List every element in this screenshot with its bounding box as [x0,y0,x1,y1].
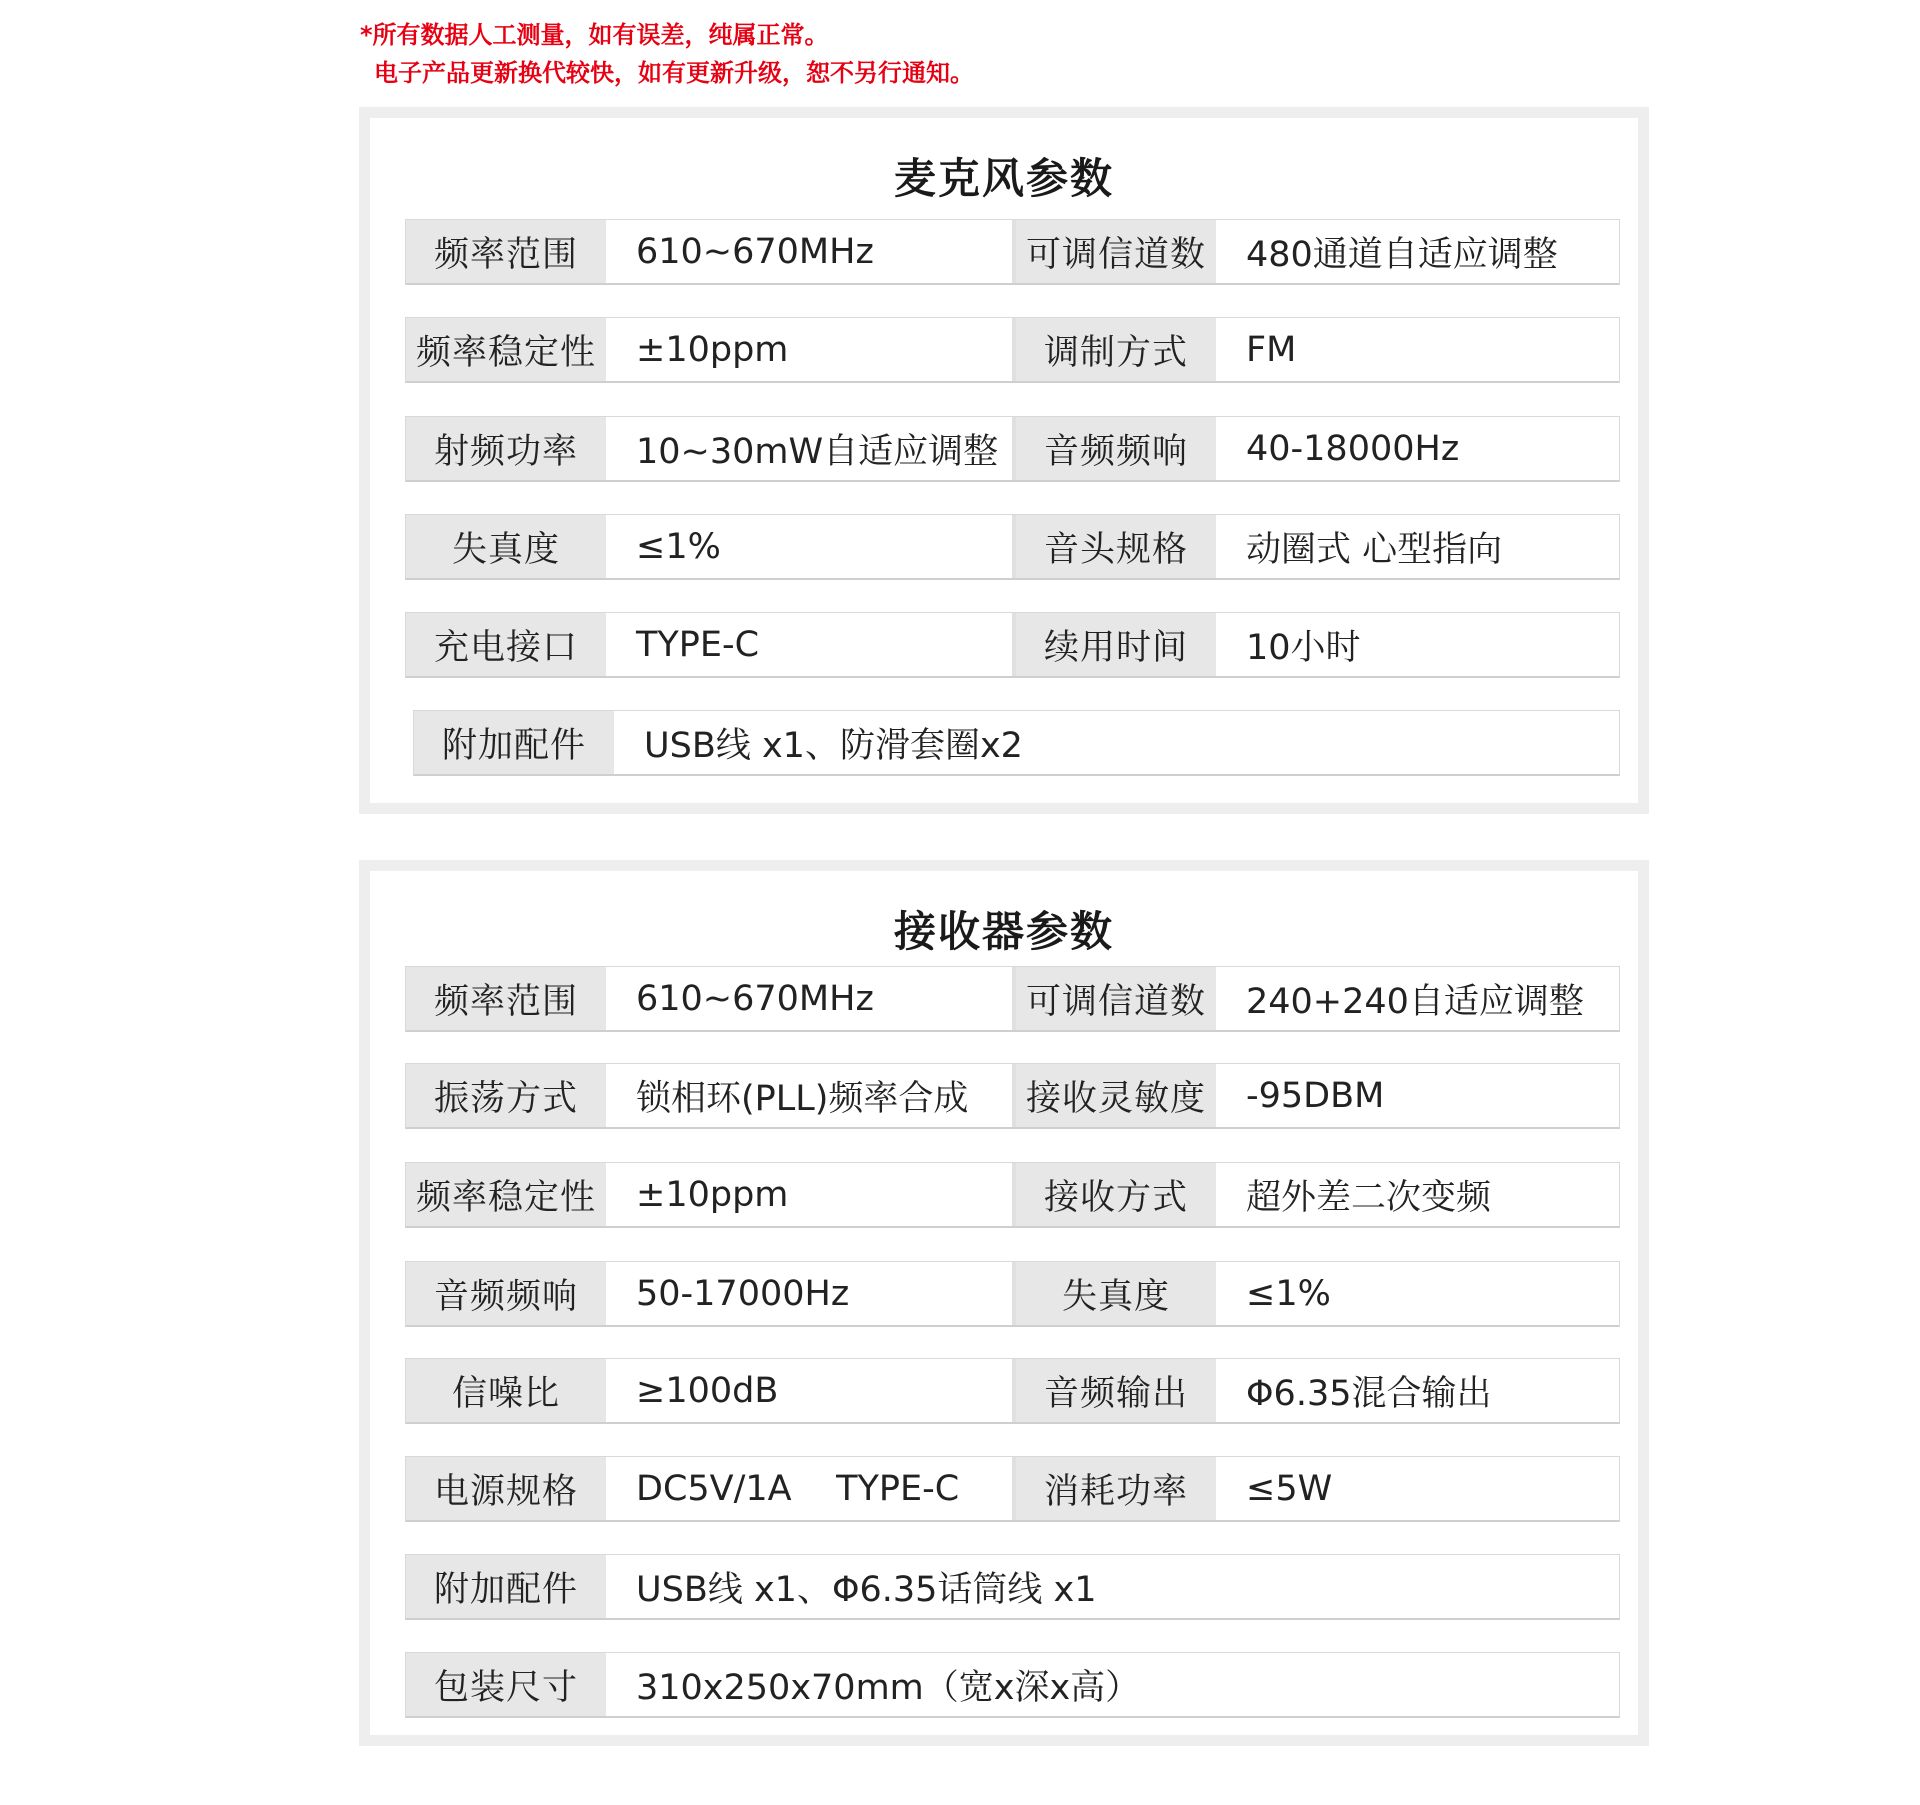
spec-label: 包装尺寸 [406,1653,606,1716]
spec-label: 音频频响 [1016,417,1216,480]
spec-value: ≤5W [1246,1468,1333,1509]
spec-value: Φ6.35混合输出 [1246,1373,1492,1414]
spec-value: FM [1246,329,1297,370]
spec-label: 电源规格 [406,1457,606,1520]
microphone-params-panel [359,107,1649,814]
spec-label: 音频输出 [1016,1359,1216,1422]
spec-value: -95DBM [1246,1075,1385,1116]
spec-row [405,219,1620,285]
spec-label: 消耗功率 [1016,1457,1216,1520]
spec-label: 续用时间 [1016,613,1216,676]
spec-label: 振荡方式 [406,1064,606,1127]
spec-row [405,1358,1620,1424]
spec-value: 610~670MHz [606,967,1016,1030]
spec-value: 480通道自适应调整 [1246,234,1558,275]
receiver-params-panel [359,860,1649,1746]
spec-row [405,317,1620,383]
spec-label: 频率稳定性 [406,1163,606,1226]
spec-label: 音头规格 [1016,515,1216,578]
spec-value: 40-18000Hz [1246,428,1460,469]
spec-row [405,1261,1620,1327]
spec-label: 信噪比 [406,1359,606,1422]
spec-row [405,416,1620,482]
spec-label: 射频功率 [406,417,606,480]
spec-value: TYPE-C [606,613,1016,676]
spec-row [405,1162,1620,1228]
spec-value: 10小时 [1246,627,1361,668]
spec-label: 频率范围 [406,220,606,283]
spec-row [405,612,1620,678]
spec-row [405,1456,1620,1522]
spec-label: 失真度 [1016,1262,1216,1325]
spec-label: 附加配件 [414,711,614,774]
spec-value: USB线 x1、防滑套圈x2 [644,725,1023,766]
spec-label: 接收方式 [1016,1163,1216,1226]
spec-value: 锁相环(PLL)频率合成 [606,1064,1016,1127]
disclaimer-notice [360,16,974,92]
spec-label: 频率稳定性 [406,318,606,381]
spec-value: 10~30mW自适应调整 [606,417,1016,480]
spec-value: ±10ppm [606,318,1016,381]
receiver-params-title: 接收器参数 [893,907,1114,956]
spec-value: ≤1% [1246,1273,1331,1314]
spec-label: 音频频响 [406,1262,606,1325]
spec-value: ≥100dB [606,1359,1016,1422]
spec-value: 超外差二次变频 [1246,1177,1492,1218]
spec-row [405,1652,1620,1718]
spec-label: 充电接口 [406,613,606,676]
spec-value: DC5V/1A TYPE-C [606,1457,1016,1520]
spec-row [413,710,1620,776]
spec-label: 失真度 [406,515,606,578]
spec-label: 附加配件 [406,1555,606,1618]
spec-value: ±10ppm [606,1163,1016,1226]
spec-label: 可调信道数 [1016,967,1216,1030]
spec-value: 310x250x70mm（宽x深x高） [636,1667,1141,1708]
spec-label: 调制方式 [1016,318,1216,381]
spec-row [405,514,1620,580]
spec-value: 610~670MHz [606,220,1016,283]
disclaimer-line-1: *所有数据人工测量，如有误差，纯属正常。 [360,21,829,49]
disclaimer-line-2: 电子产品更新换代较快，如有更新升级，恕不另行通知。 [374,59,974,87]
spec-value: 240+240自适应调整 [1246,981,1584,1022]
spec-value: 50-17000Hz [606,1262,1016,1325]
spec-value: 动圈式 心型指向 [1246,529,1503,570]
spec-row [405,966,1620,1032]
spec-row [405,1554,1620,1620]
spec-value: USB线 x1、Φ6.35话筒线 x1 [636,1569,1097,1610]
spec-value: ≤1% [606,515,1016,578]
spec-label: 接收灵敏度 [1016,1064,1216,1127]
spec-label: 频率范围 [406,967,606,1030]
spec-row [405,1063,1620,1129]
microphone-params-title: 麦克风参数 [893,154,1114,203]
spec-label: 可调信道数 [1016,220,1216,283]
